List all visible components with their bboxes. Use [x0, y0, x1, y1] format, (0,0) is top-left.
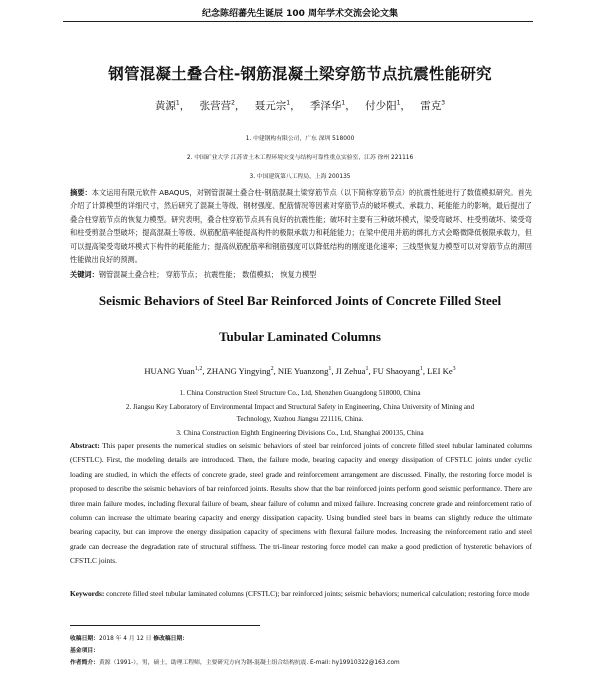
author-cn-5 [365, 100, 400, 112]
author-en-name: FU Shaoyang [372, 366, 420, 376]
abstract-cn-text: 本文运用有限元软件 ABAQUS，对钢管混凝土叠合柱-钢筋混凝土梁穿筋节点（以下简称穿筋节点）的抗震性能进行了数值模拟研究。首先介绍了计算模型的详细尺寸，然后研究了混凝土等级、钢材强度、配筋情况等因素对穿筋节点的破坏模式、承载力、耗能能力的影响，最后提出了叠合柱穿筋节点的恢复力模型。研究表明，叠合柱穿筋节点具有良好的抗震性能；破坏时主要有三种破坏模式，梁受弯破坏、柱受剪破坏、梁受弯和柱受剪混合型破坏；提高混凝土等级、纵筋配筋率能提高构件的极限承载力和耗能能力；在梁中使用并筋的绑扎方式会略微降低极限承载力，但可以提高梁受弯破坏模式下构件的耗能能力；提高纵筋配筋率和钢筋强度可以降低结构的刚度退化速率；三线型恢复力模型可以对穿筋节点的滞回性能做出良好的预测。 [70, 188, 532, 265]
affiliation-cn-2: 2. 中国矿业大学 江苏省土木工程环境灾变与结构可靠性重点实验室，江苏 徐州 221116 [186, 155, 414, 161]
footnote-rule [70, 625, 260, 626]
abstract-chinese [70, 186, 532, 266]
author-cn-name: 张营营 [199, 100, 232, 112]
author-en-5 [373, 366, 423, 376]
author-cn-sup: 1 [341, 99, 346, 107]
received-date: 2018 年 4 月 12 日 [99, 636, 154, 642]
author-en-1 [144, 366, 202, 376]
keywords-chinese [70, 270, 532, 280]
authors-chinese: 黄源$^1$， 张营营$^2$， 聂元宗$^1$， 季泽华$^1$， 付少阳$^1$， 雷克$^3$ [154, 99, 446, 112]
author-cn-sup: 2 [231, 99, 235, 107]
author-cn-name: 黄源 [154, 100, 176, 112]
revised-label: 修改稿日期： [153, 636, 189, 642]
abstract-cn-label: 摘要： [70, 188, 92, 197]
abstract-en-label: Abstract: [70, 441, 100, 450]
author-en-name: JI Zehua [335, 366, 366, 376]
author-cn-name: 付少阳 [365, 100, 397, 112]
author-cn-name: 季泽华 [309, 100, 342, 112]
author-cn-1 [155, 100, 180, 112]
title-chinese: 钢管混凝土叠合柱-钢筋混凝土梁穿筋节点抗震性能研究 [108, 65, 492, 83]
author-en-name: HUANG Yuan [144, 366, 195, 376]
affiliation-en-2a: 2. Jiangsu Key Laboratory of Environmental Impact and Structural Safety in Engineering, China University of Mining and [125, 403, 475, 411]
keywords-en-text: concrete filled steel tubular laminated columns (CFSTLC); bar reinforced joints; seismic behaviors; numerical calculation; restoring force mode [106, 589, 530, 598]
affiliation-cn-1: 1. 中建钢构有限公司，广东 深圳 518000 [245, 136, 355, 142]
abstract-en-text: This paper presents the numerical studies on seismic behaviors of steel bar reinforced joints of concrete filled steel tubular laminated columns (CFSTLC). First, the modeling details are introduced. Then, the failure mode, bearing capacity and energy dissipation of CFSTLC joints under cyclic loading are studied, in which the effects of concrete grade, steel grade and reinforcement arrangement are discussed. Finally, the restoring force model is proposed to describe the seismic behaviors of bar reinforced joints. Results show that the bar reinforced joints perform good seismic performance. There are three main failure modes, including flexural failure of beam, shear failure of column and mixed failure. Increasing concrete grade and reinforcement ratio of column can increase the ultimate bearing capacity and energy dissipation capacity. Using bundled steel bars in beams can slightly reduce the ultimate bearing capacity, but can improve the energy dissipation capacity of specimens with flexural failure modes. Increasing the reinforcement ratio and steel grade can decrease the degradation rate of structural stiffness. The tri-linear restoring force model can make a good prediction of hysteretic behaviors of CFSTLC joints. [70, 441, 532, 566]
author-en-sup: 1 [419, 366, 423, 373]
author-en-sup: 2 [270, 366, 274, 373]
author-cn-name: 聂元宗 [254, 100, 287, 112]
author-en-sup: 3 [452, 366, 456, 373]
keywords-cn-label: 关键词： [70, 270, 99, 279]
keywords-cn-text: 钢管混凝土叠合柱； 穿筋节点； 抗震性能； 数值模拟； 恢复力模型 [98, 270, 317, 279]
author-bio-text: 黄源（1991-），男，硕士，助理工程师，主要研究方向为钢-混凝土组合结构抗震. E-mail: hy19910322@163.com [99, 660, 400, 666]
received-label: 收稿日期： [70, 636, 99, 642]
funding-label: 基金项目： [70, 648, 99, 654]
running-head: 纪念陈绍蕃先生诞辰 100 周年学术交流会论文集 [201, 9, 399, 19]
footnote-received [70, 633, 550, 642]
header-rule [63, 21, 533, 22]
affiliation-en-3: 3. China Construction Eighth Engineering Divisions Co., Ltd, Shanghai 200135, China [176, 429, 424, 437]
title-english-line1: Seismic Behaviors of Steel Bar Reinforced Joints of Concrete Filled Steel [98, 293, 502, 308]
author-en-2 [207, 366, 274, 376]
author-en-name: NIE Yuanzong [277, 366, 329, 376]
author-en-name: ZHANG Yingying [206, 366, 271, 376]
keywords-en-label: Keywords: [70, 589, 105, 598]
author-en-name: LEI Ke [427, 366, 453, 376]
author-en-sup: 1 [328, 366, 332, 373]
author-en-sup: 1 [365, 366, 369, 373]
author-en-6 [427, 366, 456, 376]
authors-english: HUANG Yuan$^{1,2}$, ZHANG Yingying$^2$, NIE Yuanzong$^1$, JI Zehua$^1$, FU Shaoyang$^1$, LEI Ke$^3$ [144, 366, 456, 376]
author-cn-sup: 3 [441, 99, 446, 107]
footnote-author-bio [70, 657, 550, 666]
author-cn-3 [255, 100, 290, 112]
author-cn-2 [200, 100, 235, 112]
author-bio-label: 作者简介： [70, 660, 99, 666]
author-cn-name: 雷克 [420, 100, 442, 112]
affiliation-en-2b: Technology, Xuzhou Jiangsu 221116, China. [236, 415, 364, 423]
author-en-sup: 1,2 [194, 366, 203, 373]
author-cn-4 [310, 100, 345, 112]
keywords-english [70, 587, 532, 601]
author-cn-6 [420, 100, 445, 112]
author-cn-sup: 1 [175, 99, 180, 107]
title-english-line2: Tubular Laminated Columns [219, 329, 381, 344]
author-cn-sup: 1 [396, 99, 401, 107]
author-en-3 [278, 366, 332, 376]
author-cn-sup: 1 [286, 99, 291, 107]
author-en-4 [336, 366, 369, 376]
affiliation-cn-3: 3. 中国建筑第八工程局，上海 200135 [249, 174, 351, 180]
footnote-funding [70, 645, 550, 654]
abstract-english [70, 439, 532, 569]
affiliation-en-1: 1. China Construction Steel Structure Co., Ltd, Shenzhen Guangdong 518000, China [179, 389, 421, 397]
